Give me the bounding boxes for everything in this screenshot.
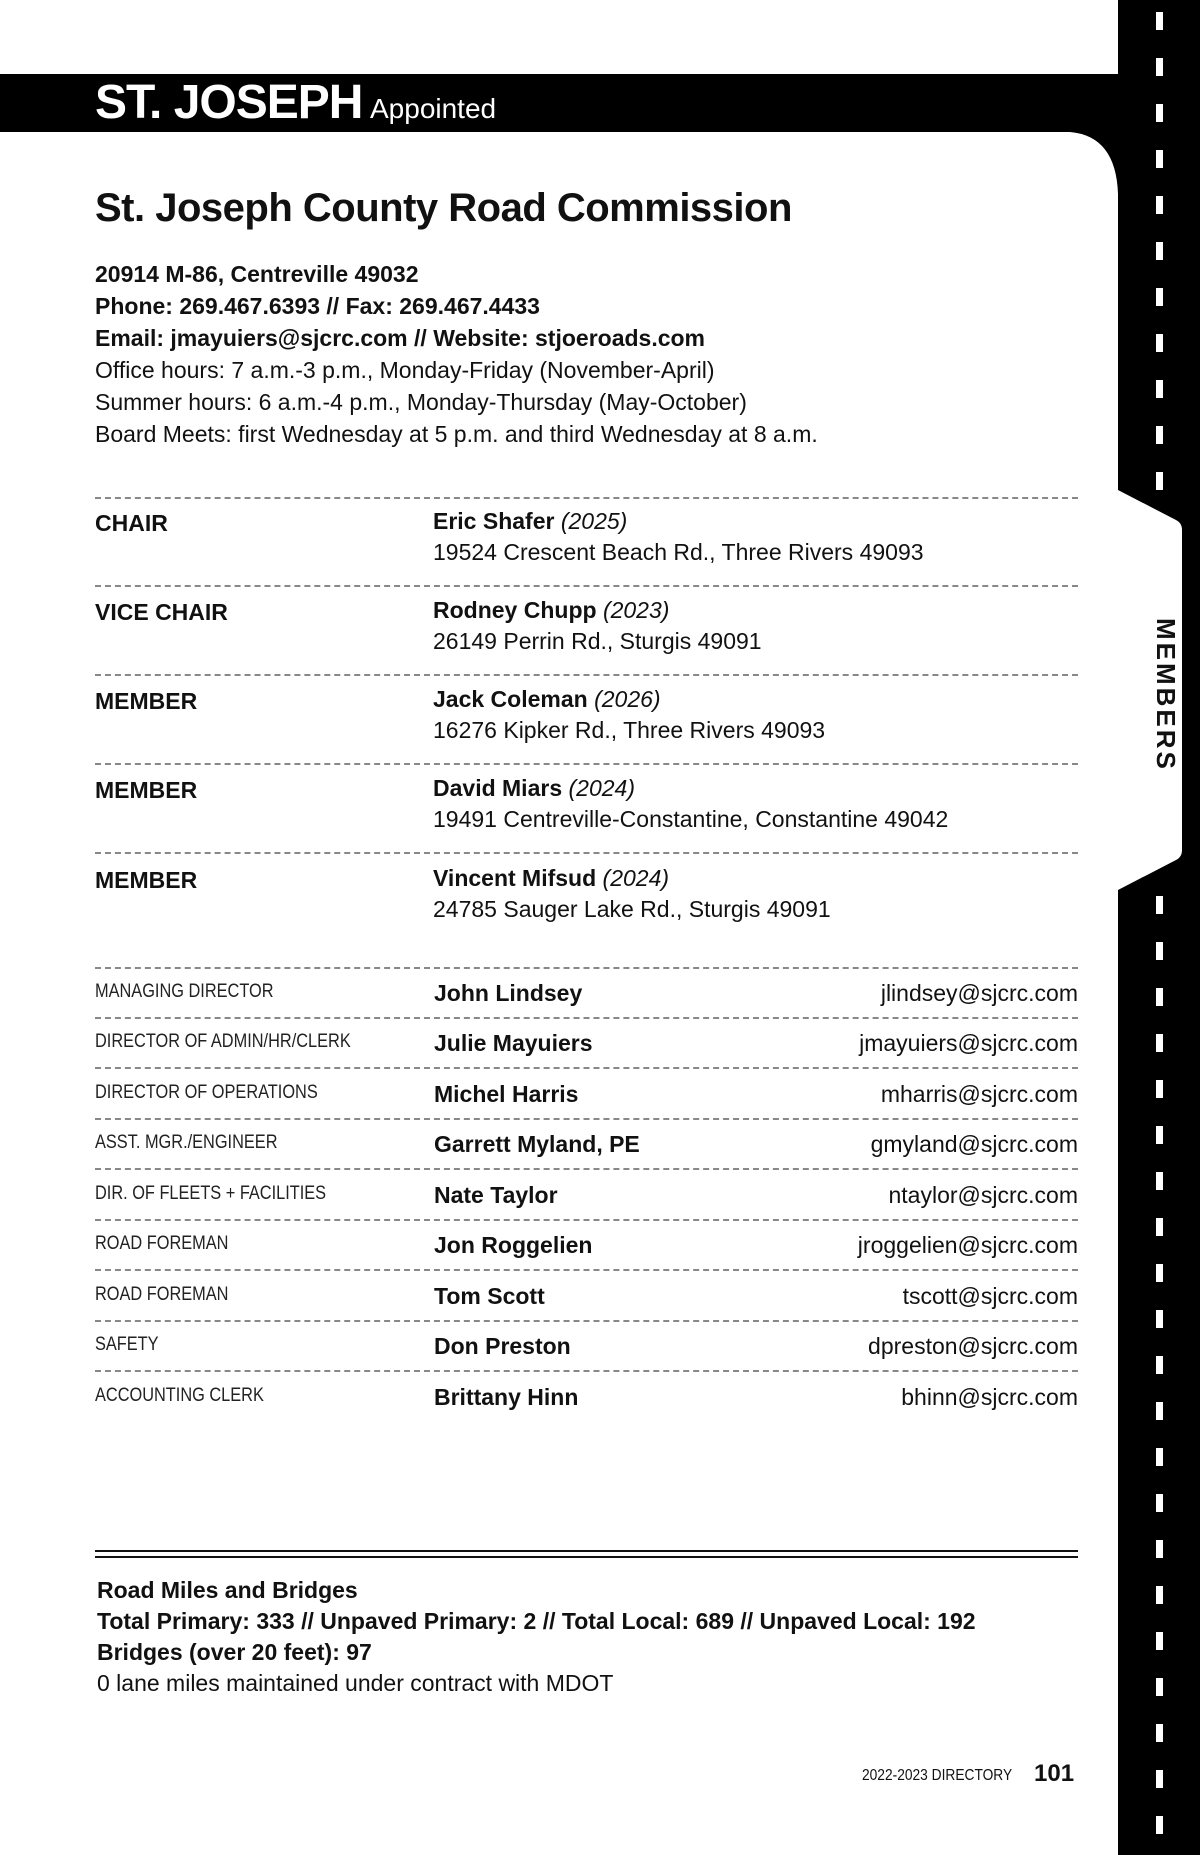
county-title: ST. JOSEPH [95,76,363,129]
staff-email[interactable]: gmyland@sjcrc.com [870,1131,1078,1157]
bridges-count: Bridges (over 20 feet): 97 [97,1639,372,1665]
board-role: MEMBER [95,867,198,893]
staff-title: ROAD FOREMAN [95,1233,229,1254]
member-term: (2024) [568,775,635,801]
staff-email[interactable]: jmayuiers@sjcrc.com [859,1030,1078,1056]
board-member [433,684,825,746]
divider [95,763,1078,765]
board-member [433,595,762,657]
divider [95,1320,1078,1322]
road-miles-block [97,1575,976,1699]
board-member [433,863,831,925]
member-address: 16276 Kipker Rd., Three Rivers 49093 [433,717,826,743]
staff-email[interactable]: mharris@sjcrc.com [880,1081,1078,1107]
board-meets: Board Meets: first Wednesday at 5 p.m. and third Wednesday at 8 a.m. [95,421,818,447]
org-address: 20914 M-86, Centreville 49032 [95,261,419,287]
staff-email[interactable]: dpreston@sjcrc.com [868,1333,1078,1359]
board-role: MEMBER [95,777,198,803]
member-name: Jack Coleman [433,686,588,712]
member-name: Vincent Mifsud [433,865,597,891]
contact-block [95,258,818,450]
divider [95,1219,1078,1221]
member-term: (2026) [594,686,661,712]
divider [95,1118,1078,1120]
board-member [433,773,948,835]
divider [95,852,1078,854]
board-member [433,506,924,568]
staff-name: Michel Harris [434,1081,579,1107]
divider [95,1168,1078,1170]
staff-email[interactable]: jlindsey@sjcrc.com [880,980,1078,1006]
member-address: 19491 Centreville-Constantine, Constantine 49042 [433,806,949,832]
page-number: 101 [1034,1760,1075,1787]
divider [95,497,1078,499]
board-role: CHAIR [95,510,168,536]
staff-email[interactable]: tscott@sjcrc.com [902,1283,1078,1309]
divider [95,967,1078,969]
member-name: Rodney Chupp [433,597,597,623]
staff-title: MANAGING DIRECTOR [95,981,274,1002]
staff-name: John Lindsey [434,980,583,1006]
staff-title: DIRECTOR OF ADMIN/HR/CLERK [95,1031,351,1052]
member-address: 19524 Crescent Beach Rd., Three Rivers 49093 [433,539,924,565]
staff-email[interactable]: bhinn@sjcrc.com [901,1384,1078,1410]
rule [95,1556,1078,1558]
staff-email[interactable]: jroggelien@sjcrc.com [857,1232,1078,1258]
divider [95,1370,1078,1372]
staff-title: DIRECTOR OF OPERATIONS [95,1082,318,1103]
member-address: 24785 Sauger Lake Rd., Sturgis 49091 [433,896,831,922]
member-name: David Miars [433,775,563,801]
divider [95,1269,1078,1271]
member-name: Eric Shafer [433,508,555,534]
road-miles-totals: Total Primary: 333 // Unpaved Primary: 2 // Total Local: 689 // Unpaved Local: 192 [97,1608,976,1634]
staff-title: SAFETY [95,1334,159,1355]
road-dashes-top [1156,0,1164,490]
staff-name: Julie Mayuiers [434,1030,593,1056]
footer-directory-label: 2022-2023 DIRECTORY [862,1767,1013,1784]
staff-title: ASST. MGR./ENGINEER [95,1132,278,1153]
staff-name: Tom Scott [434,1283,545,1309]
county-subtitle: Appointed [370,93,497,124]
rule [95,1550,1078,1552]
road-miles-heading: Road Miles and Bridges [97,1577,358,1603]
road-dashes-bottom [1156,890,1164,1855]
staff-name: Brittany Hinn [434,1384,579,1410]
header-curve [1070,74,1120,194]
mdot-contract: 0 lane miles maintained under contract with MDOT [97,1670,614,1696]
staff-name: Nate Taylor [434,1182,558,1208]
members-tab-label[interactable]: MEMBERS [1151,618,1181,772]
staff-name: Jon Roggelien [434,1232,593,1258]
staff-email[interactable]: ntaylor@sjcrc.com [888,1182,1078,1208]
divider [95,1017,1078,1019]
staff-name: Don Preston [434,1333,571,1359]
member-term: (2024) [602,865,670,891]
member-term: (2023) [602,597,670,623]
staff-title: DIR. OF FLEETS + FACILITIES [95,1183,327,1204]
staff-title: ACCOUNTING CLERK [95,1385,264,1406]
divider [95,585,1078,587]
board-role: MEMBER [95,688,198,714]
staff-title: ROAD FOREMAN [95,1284,229,1305]
summer-hours: Summer hours: 6 a.m.-4 p.m., Monday-Thursday (May-October) [95,389,747,415]
org-name: St. Joseph County Road Commission [95,186,792,230]
member-address: 26149 Perrin Rd., Sturgis 49091 [433,628,762,654]
staff-name: Garrett Myland, PE [434,1131,640,1157]
org-email-website: Email: jmayuiers@sjcrc.com // Website: stjoeroads.com [95,325,706,351]
org-phone-fax: Phone: 269.467.6393 // Fax: 269.467.4433 [95,293,540,319]
divider [95,674,1078,676]
office-hours: Office hours: 7 a.m.-3 p.m., Monday-Friday (November-April) [95,357,715,383]
divider [95,1067,1078,1069]
member-term: (2025) [560,508,628,534]
board-role: VICE CHAIR [95,599,228,625]
